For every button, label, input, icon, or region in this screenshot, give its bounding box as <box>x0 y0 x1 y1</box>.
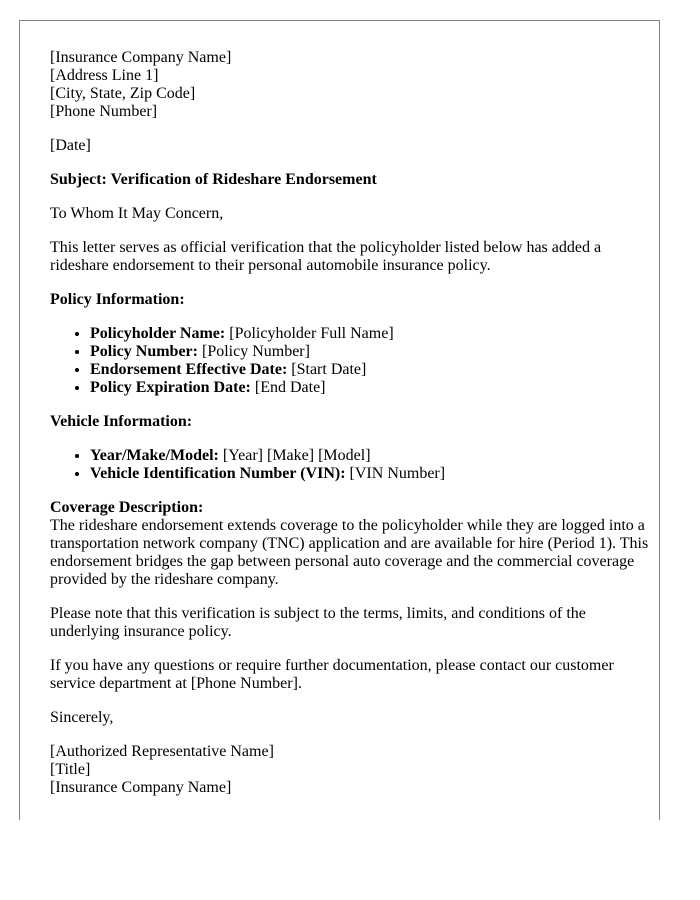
policyholder-name-value: [Policyholder Full Name] <box>225 325 394 342</box>
year-make-model-label: Year/Make/Model: <box>90 447 219 464</box>
signature-name: [Authorized Representative Name] <box>50 743 274 760</box>
sender-city-state-zip: [City, State, Zip Code] <box>50 85 196 102</box>
effective-date-label: Endorsement Effective Date: <box>90 361 288 378</box>
sender-address-block <box>50 49 650 121</box>
sender-phone: [Phone Number] <box>50 103 158 120</box>
letter-salutation: To Whom It May Concern, <box>50 205 224 222</box>
letter-subject: Subject: Verification of Rideshare Endorsement <box>50 171 377 188</box>
year-make-model-value: [Year] [Make] [Model] <box>218 447 371 464</box>
vin-label: Vehicle Identification Number (VIN): <box>90 465 346 482</box>
policyholder-name-label: Policyholder Name: <box>90 325 226 342</box>
vehicle-information-heading: Vehicle Information: <box>50 413 193 430</box>
list-item <box>90 343 650 361</box>
sender-company-name: [Insurance Company Name] <box>50 49 232 66</box>
signature-company: [Insurance Company Name] <box>50 779 232 796</box>
expiration-date-label: Policy Expiration Date: <box>90 379 251 396</box>
list-item <box>90 447 650 465</box>
vin-value: [VIN Number] <box>345 465 446 482</box>
signature-title: [Title] <box>50 761 91 778</box>
contact-paragraph: If you have any questions or require further documentation, please contact our customer service department at [Phone Number]. <box>50 657 614 692</box>
policy-number-value: [Policy Number] <box>197 343 310 360</box>
policy-information-heading: Policy Information: <box>50 291 185 308</box>
expiration-date-value: [End Date] <box>250 379 326 396</box>
list-item <box>90 465 650 483</box>
coverage-description-heading: Coverage Description: <box>50 499 204 516</box>
letter-body <box>50 49 650 813</box>
vehicle-information-list <box>50 447 650 483</box>
letter-page <box>19 20 660 820</box>
sender-address-line-1: [Address Line 1] <box>50 67 159 84</box>
list-item <box>90 325 650 343</box>
letter-date: [Date] <box>50 137 91 154</box>
list-item <box>90 361 650 379</box>
signature-block <box>50 743 650 797</box>
list-item <box>90 379 650 397</box>
effective-date-value: [Start Date] <box>287 361 367 378</box>
policy-number-label: Policy Number: <box>90 343 198 360</box>
policy-terms-note: Please note that this verification is subject to the terms, limits, and conditions of the underlying insurance policy. <box>50 605 586 640</box>
letter-intro: This letter serves as official verification that the policyholder listed below has added a rideshare endorsement to their personal automobile insurance policy. <box>50 239 602 274</box>
closing: Sincerely, <box>50 709 114 726</box>
coverage-description-text: The rideshare endorsement extends coverage to the policyholder while they are logged into a transportation network company (TNC) application and are available for hire (Period 1). This endorsement bridges the gap between personal auto coverage and the commercial coverage provided by the rideshare company. <box>50 517 649 588</box>
policy-information-list <box>50 325 650 397</box>
coverage-description-block <box>50 499 650 589</box>
